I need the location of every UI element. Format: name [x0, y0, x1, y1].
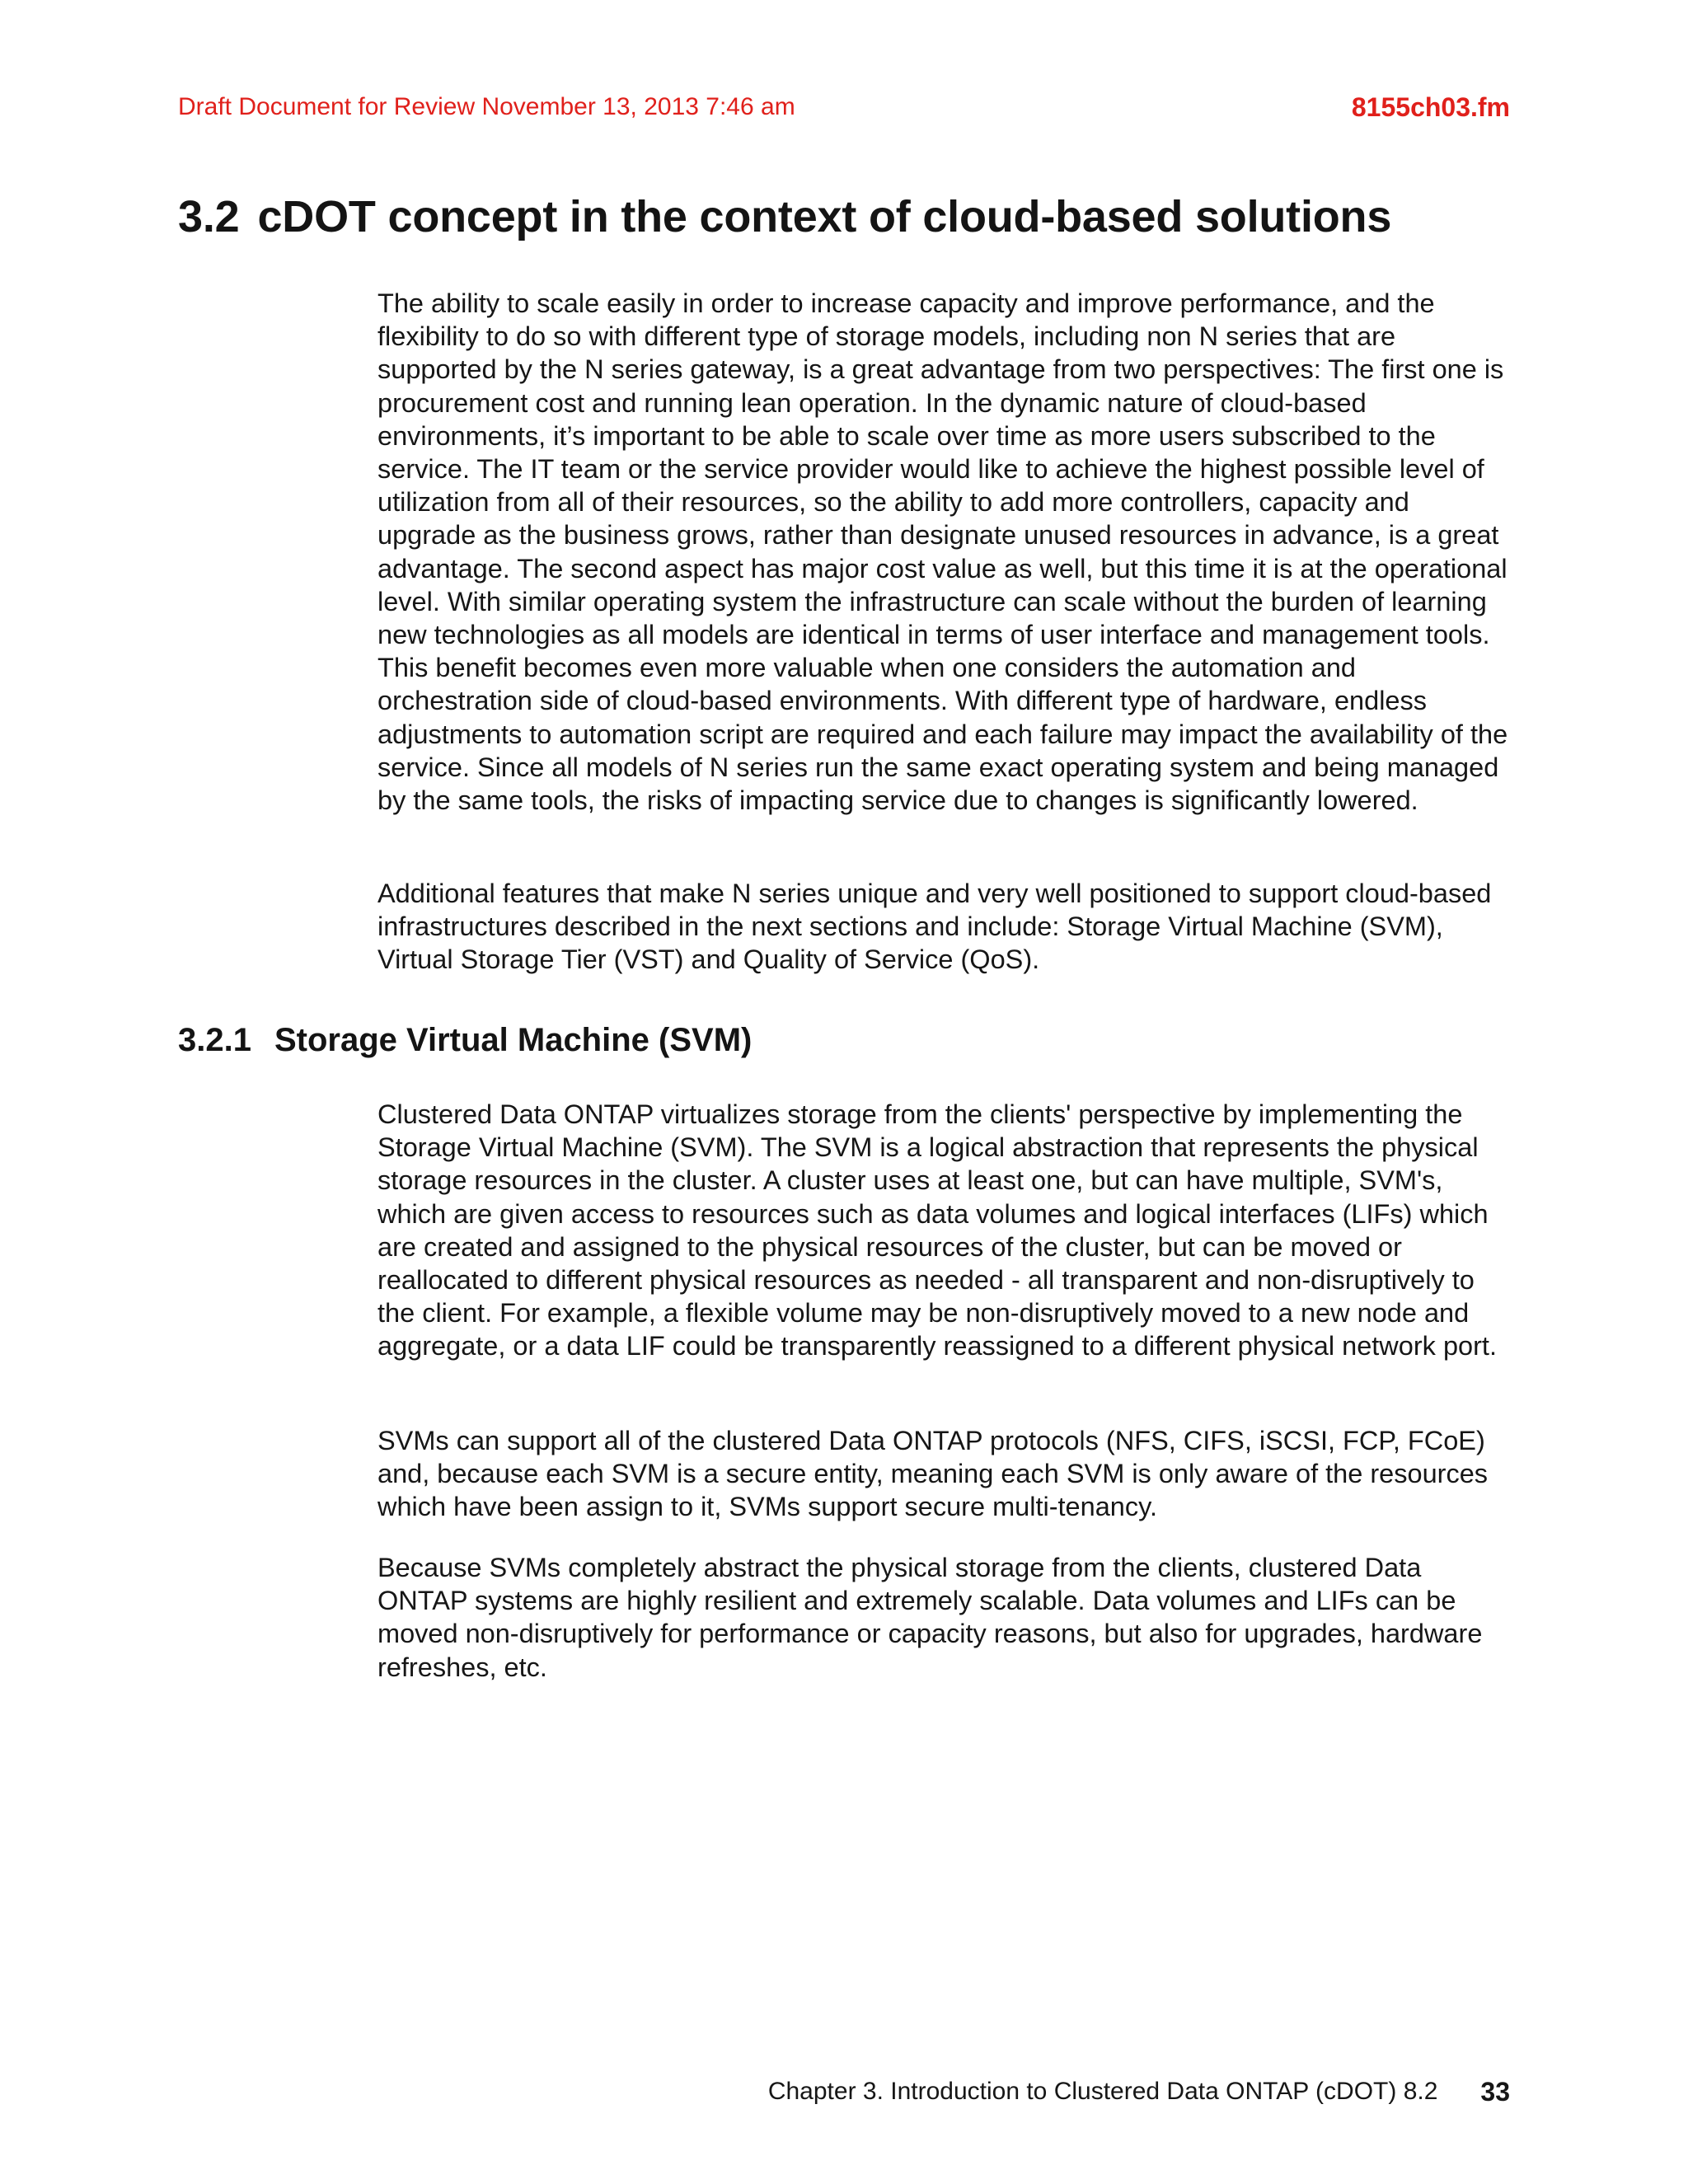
subsection-number: 3.2.1	[178, 1022, 251, 1058]
draft-notice: Draft Document for Review November 13, 2013 7:46 am	[178, 93, 795, 120]
section-title	[178, 191, 1391, 242]
section-title-text: cDOT concept in the context of cloud-based solutions	[257, 192, 1392, 241]
svm-overview-paragraph	[377, 1098, 1515, 1363]
paragraph: SVMs can support all of the clustered Data ONTAP protocols (NFS, CIFS, iSCSI, FCP, FCoE) and, because each SVM is a secure entity, meaning each SVM is only aware of the resources which have been assign to it, SVMs support secure multi-tenancy.	[377, 1426, 1489, 1522]
paragraph: Because SVMs completely abstract the physical storage from the clients, clustered Data ONTAP systems are highly resilient and extremely scalable. Data volumes and LIFs can be moved non-disruptively for performance or capacity reasons, but also for upgrades, hardware refreshes, etc.	[377, 1553, 1483, 1682]
page-footer	[178, 2074, 1510, 2110]
section-intro-paragraph	[377, 287, 1515, 817]
svm-protocols-paragraph	[377, 1424, 1515, 1524]
subsection-title	[178, 1022, 752, 1059]
paragraph: The ability to scale easily in order to increase capacity and improve performance, and the flexibility to do so with different type of storage models, including non N series that are supported by the N series gateway, is a great advantage from two perspectives: The first one is procurement cost and running lean operation. In the dynamic nature of cloud-based environments, it’s important to be able to scale over time as more users subscribed to the service. The IT team or the service provider would like to achieve the highest possible level of utilization from all of their resources, so the ability to add more controllers, capacity and upgrade as the business grows, rather than designate unused resources in advance, is a great advantage. The second aspect has major cost value as well, but this time it is at the operational level. With similar operating system the infrastructure can scale without the burden of learning new technologies as all models are identical in terms of user interface and management tools. This benefit becomes even more valuable when one considers the automation and orchestration side of cloud-based environments. With different type of hardware, endless adjustments to automation script are required and each failure may impact the availability of the service. Since all models of N series run the same exact operating system and being managed by the same tools, the risks of impacting service due to changes is significantly lowered.	[377, 288, 1508, 816]
paragraph: Clustered Data ONTAP virtualizes storage from the clients' perspective by implementing the Storage Virtual Machine (SVM). The SVM is a logical abstraction that represents the physical storage resources in the cluster. A cluster uses at least one, but can have multiple, SVM's, which are given access to resources such as data volumes and logical interfaces (LIFs) which are created and assigned to the physical resources of the cluster, but can be moved or reallocated to different physical resources as needed - all transparent and non-disruptively to the client. For example, a flexible volume may be non-disruptively moved to a new node and aggregate, or a data LIF could be transparently reassigned to a different physical network port.	[377, 1099, 1497, 1361]
draft-header	[178, 89, 1510, 125]
subsection-title-text: Storage Virtual Machine (SVM)	[274, 1022, 753, 1058]
svm-resilience-paragraph	[377, 1551, 1515, 1684]
page-number: 33	[1480, 2076, 1510, 2107]
section-number: 3.2	[178, 192, 240, 241]
file-name: 8155ch03.fm	[1351, 91, 1510, 122]
section-features-paragraph	[377, 877, 1515, 977]
chapter-title: Chapter 3. Introduction to Clustered Data ONTAP (cDOT) 8.2	[767, 2078, 1438, 2105]
paragraph: Additional features that make N series unique and very well positioned to support cloud-based infrastructures described in the next sections and include: Storage Virtual Machine (SVM), Virtual Storage Tier (VST) and Quality of Service (QoS).	[377, 879, 1492, 975]
